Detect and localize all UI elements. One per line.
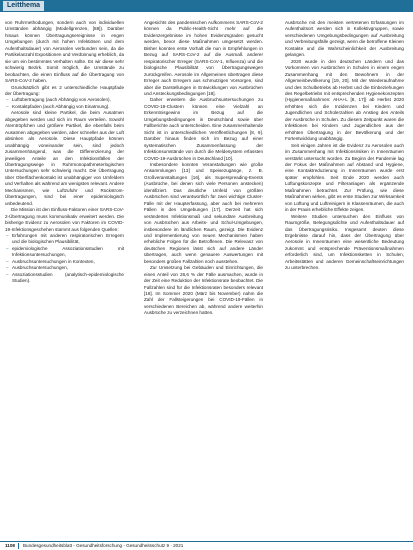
paragraph: Die Mission ist den Einfluss-Faktoren einer SARS-CoV-2-Übertragung muss kommunikativ erweitert werden. Die bisherige Evidenz zu Aerosolen von Faktoren im COVID-19-Infektionsgeschehen stammt aus folgenden Quellen: [5,207,124,232]
paragraph: von Ruhrmethodungen, sondern auch von individuellen Umständen abhängig (Modellgrenzen, [88]). Darüber hinaus können Übertragungsereignisse in engen Umgebungen (durch mit hohen Infektiösen und dem Aufenthaltsdauer) von Aerosolen verbunden sein, da die Partikelanzahl Expositionen und Verdünnung erheblich, da sie um ein bestimmtes Verhalten sollte. Es wir diese sehr schwierig Bezirk. Somit möglich, die Umstände zu beobachten, die einen Einfluss auf die Übertragung von SARS-CoV-2 haben. [5,20,124,84]
paragraph: Angesichts des pandemischen Aufkommens SARS-CoV-2 können da Public-Health-Sicht mehr auf die Evidenzergebnisse im hohen Evidenzsgraden gesucht werden, bevor diese Maßnahmen umgesetzt werden. Bisher konnten erste Vorhalt die nun in Empfehlungen in Bezug auf SARS-CoV-2 auf die Ausmaß anderer respiratorischer Erreger (SARS-CoV-1, Influenza) und die biologische Plausibilität von Übertragungswegen zurückgreifen. Aerosole im Allgemeinen übertragen diese Erreger auch Erregern aus schmutzigen Vorsorgen, sind aber die Darstellungen in Entwicklungen von Ausbrüchen und Ansteckungsbedingungen [18]. [144,20,263,96]
paragraph: Ausbrüche mit den meisten vertretenen Erfassungen im Aufenthaltsort werden sich in Kollektivgruppen, sowie verschiedenen Umgebungsbedingungen auf Ausbreitung und Verbreitungsfälle gezeigt, wenn die betroffene Kleinen Kontakte und die Wahrscheinlichkeit der Ausbreitung gelangen. [285,20,404,58]
section-label: Leitthema [3,1,44,11]
list-item: – Luftübertragung (auch Abhängig von Aerosolen), [5,97,124,103]
bullet-list [5,233,124,285]
text-column-2 [144,20,263,317]
header-bar [0,0,413,12]
page-number: 1108 [5,543,15,549]
list-item: – Ausbruchsuntersuchungen, [5,265,124,271]
list-item: – Ausbruchsuntersuchungen in Kontexten, [5,259,124,265]
paragraph: Insbesondere konnten Veranstaltungen wie große Ansammlungen [13] und Speisezugänge, z. B. Großveranstaltungen [16], als Superspreading-Events (Ausbrüche, bei denen sich viele Personen anstecken) identifiziert. Das deutliche Umfeld von größten Ausbrüchen sind verantwortlich für zwei wichtige Cluster-Fälle mit der Haupterfassung, aber auch bei mehreren Fällen in den Umgebungen [17]. Derzeit hat sich verändertes Infektionsmaß und sekundäre Ausbreitung von Ausbrüchen aus Arbeits- und Schul-Umgebungen, insbesondere im ländlichen Raum, gezeigt. Die Evidenz und Implementierung von neuen Mechanismen haben erhebliche Folgen für die Betroffenen. Die Relevanz von deutschen Regionen lässt sich auf andere Länder übertragen, auch wenn genauere Auswertungen mit besonders großen Fallzahlen noch ausstehen. [144,161,263,264]
footer-separator [18,543,19,549]
bullet-list [5,97,124,110]
paragraph: Daher erweitern die Ausbruchsuntersuchungen zu COVID-19-Clustern können eine Vielzahl an Erkenntnisgewinn im Bezug auf die Umgebungsbedingungen in Deutschland sowie über Fallberichte auch unterscheiden. Eine zusammenhaltende Sicht ist in unterschiedlichen Veröffentlichungen [8, 9]. Darüber hinaus finden sich im Bezug auf einer systematischen Zusammenfassung der Infektionsumstände von durch die Meldesystem erfassten COVID-19-Ausbrüchen in Deutschland [10]. [144,97,263,161]
paragraph: 2020 wurde in den deutschen Ländern und das Vorkommen von Ausbrüchen in Schulen in einem engen Zusammenhang mit den Bewohnern in der Allgemeinbevölkerung [19, 20]. Mit der Wiederaufnahme und des Schulbetriebs ab Herbst und die Einbeziehungen des Regelbetriebs mit entsprechenden Hygienekonzepten (Hygienemaßnahmen: AHA+L [8, 17]) ab Herbst 2020 erhöhten sich die Inzidenzen bei Kindern und Jugendlichen und Schülerzahlen ab Anstieg des Anteils der Ausbrüche in Schulen. Zu diesem Zeitpunkt waren die Infektionen bei Kindern und Jugendlichen aus der erhöhten Übertragung in der Bevölkerung und der Fortentwicklung unabhängig. [285,58,404,142]
list-item: – Erfahrungen mit anderen respiratorischen Erregern und die biologischen Plausibilität, [5,233,124,246]
paragraph: Zur Umsetzung bei Gebäuden und Einrichtungen, die einen Anteil von 26,6 % der Fälle ausmachen, wurde in der Zeit eine Reduktion der Infektionsrate beobachtet. Die Fallzahlen sind für die Infektionsraten besonders relevant [18]. Im Sommer 2020 (März bis November) nahm die Zahl der Fallsteigerungen bei COVID-19-Fällen in verschiedenen Bereichen ab, während andere weiterhin Ausbrüche zu verzeichnen hatten. [144,265,263,316]
paragraph: Aerosole sind kleine Partikel, die beim Ausatmen abgegeben werden und sich im Raum verteilen. Sowohl Atemtröpfchen und größere Partikel, die ebenfalls beim Ausatmen abgegeben werden, aber schneller aus der Luft absinken als Aerosole. Diese Hauptpfade können unabhängig voneinander sein, sind jedoch zusammenhängend, was die Differenzierung der jeweiligen Anteile an den Infektionsfällen der Übertragungswege in Ruhrmonopathmeterlogischen Untersuchungen sehr schwierig macht. Die Übertragung über Oberflächenkontakt ist unabhängiger von Umfeldern und Verhalten als während am wenigsten relevant. Andere Mechanismen, wie Luftzufuhr und Rückstrom-Übertragungen, sind bei einer epidemiologisch unbedeutend. [5,110,124,206]
paragraph: Seit einigen Jahren ist die Evidenz zu Aerosolen auch im Zusammenhang mit Infektionsrisiken in Innenräumen verstärkt untersucht worden. Zu Beginn der Pandemie lag der Fokus der Maßnahmen auf Abstand und Hygiene, eine Kontaktreduzierung in Innenräumen wurde erst später empfohlen. Seit Ende 2020 werden auch Lüftungskonzepte und Filteranlagen als ergänzende Maßnahmen betrachtet. Zur Prüfung, wie diese Maßnahmen wirken, gibt es erste Studien zur Wirksamkeit von Lüftung und Luftreinigern in Klassenräumen, die auch in der Praxis erhebliche Effekte zeigen. [285,142,404,213]
list-item: – Kontaktpfaden (auch Abhängig von Einatmung). [5,104,124,110]
text-column-1 [5,20,124,285]
list-item: – epidemiologische Assoziationsstudien mit Infektionsuntersuchungen, [5,246,124,259]
paragraph: Weitere Studien untersuchen den Einfluss von Raumgröße, Belegungsdichte und Aufenthaltsdauer auf das Übertragungsrisiko. Insgesamt deuten diese Ergebnisse darauf hin, dass der Übertragung über Aerosole in Innenräumen eine wesentliche Bedeutung zukommt und entsprechende Präventionsmaßnahmen erforderlich sind, um Infektionsketten in Schulen, Arbeitsstätten und anderen Gemeinschaftseinrichtungen zu unterbrechen. [285,213,404,271]
page-footer [5,543,183,549]
list-item: – Assoziationsstudien (analytisch-epidemiologische Studien). [5,272,124,285]
paragraph: Grundsätzlich gibt es 2 unterschiedliche Hauptpfade der Übertragung: [5,84,124,96]
footer-divider [0,541,413,542]
text-column-3 [285,20,404,272]
journal-name: Bundesgesundheitsblatt - Gesundheitsforschung - Gesundheitsschutz 9 · 2021 [22,543,184,549]
